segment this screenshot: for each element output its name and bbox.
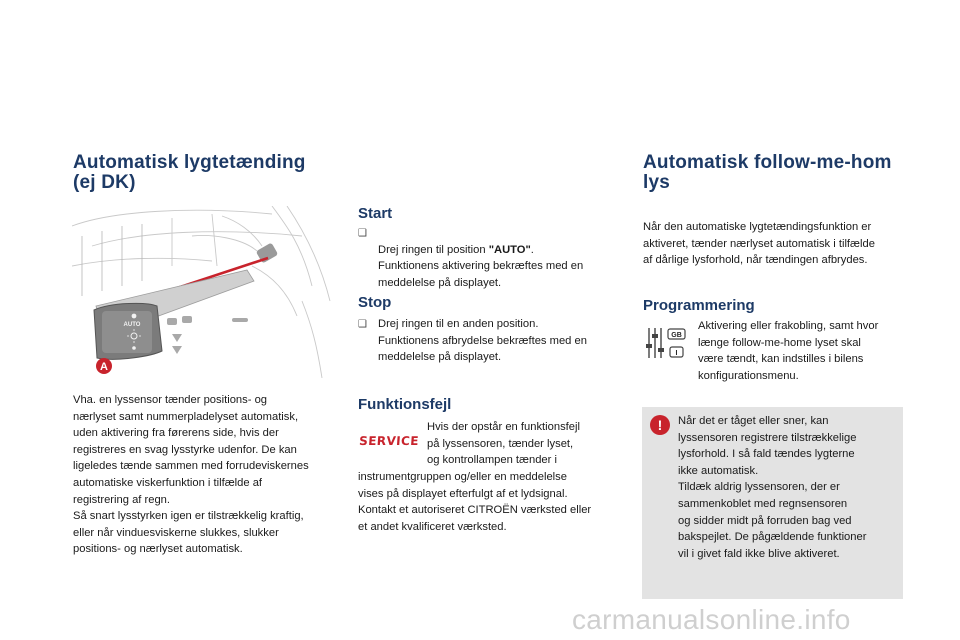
right-title-line1: Automatisk follow-me-hom	[643, 152, 892, 173]
warning-icon: !	[650, 415, 670, 435]
auto-marking: AUTO	[123, 322, 141, 328]
start-item	[358, 225, 628, 308]
left-title	[73, 153, 306, 193]
watermark: carmanualsonline.info	[572, 604, 851, 635]
service-warning-icon: SERVICE	[358, 434, 420, 448]
start-text-rest: Funktionens aktivering bekræftes med en meddelelse på displayet.	[378, 260, 584, 289]
start-heading: Start	[358, 205, 393, 222]
bullet-icon: ❑	[358, 319, 367, 330]
start-text-pre: Drej ringen til position	[378, 243, 489, 256]
right-title-line2: lys	[643, 172, 671, 193]
right-intro-text: Når den automatiske lygtetændingsfunktion er aktiveret, tænder nærlyset automatisk i tilfælde af dårlige lysforhold, når tændingen afbrydes.	[643, 221, 875, 267]
start-text-post: .	[530, 243, 534, 256]
fault-text-full: instrumentgruppen og/eller en meddelelse vises på displayet efterfulgt af et lydsignal. Kontakt et autoriseret CITROËN værksted eller et andet kvalificeret værksted.	[358, 471, 592, 533]
right-title	[643, 153, 892, 193]
programming-heading: Programmering	[643, 297, 755, 314]
i-label: I	[675, 350, 678, 357]
bullet-icon: ❑	[358, 228, 367, 239]
left-title-line1: Automatisk lygtetænding	[73, 152, 306, 173]
left-body-text: Vha. en lyssensor tænder positions- og nærlyset samt nummerpladelyset automatisk, uden aktivering fra førerens side, hvis der registreres en svag lysstyrke udenfor. De kan ligeledes tænde sammen med forrudeviskernes automatiske viskerfunktion i tilfælde af registrering af regn. Så snart lysstyrken igen er tilstrækkelig kraftig, eller når vinduesviskerne slukkes, slukker positions- og nærlyset automatisk.	[73, 394, 309, 556]
warning-text: Når det er tåget eller sner, kan lyssensoren registrere tilstrækkelige lysforhold. I så fald tændes lygterne ikke automatisk. Tildæk aldrig lyssensoren, der er sammenkoblet med regnsensoren og sidder midt på forruden bag ved bakspejlet. De pågældende funktioner vil i givet fald ikke blive aktiveret.	[678, 415, 867, 560]
fault-heading: Funktionsfejl	[358, 396, 452, 413]
illustration-callout-a: A	[100, 361, 108, 373]
start-auto-value: "AUTO"	[488, 243, 531, 256]
stop-item	[358, 316, 628, 366]
warning-box	[642, 407, 903, 599]
gb-label: GB	[671, 332, 682, 339]
light-switch-illustration	[72, 206, 337, 378]
stop-heading: Stop	[358, 294, 392, 311]
fault-text-indented: Hvis der opstår en funktionsfejl på lyssensoren, tænder lyset, og kontrollampen tænder i	[427, 421, 580, 467]
left-title-line2: (ej DK)	[73, 172, 136, 193]
stop-text: Drej ringen til en anden position. Funktionens afbrydelse bekræftes med en meddelelse på displayet.	[378, 318, 587, 364]
settings-menu-icon	[644, 326, 688, 360]
programming-text: Aktivering eller frakobling, samt hvor længe follow-me-home lyset skal være tændt, kan indstilles i bilens konfigurationsmenu.	[698, 320, 879, 382]
